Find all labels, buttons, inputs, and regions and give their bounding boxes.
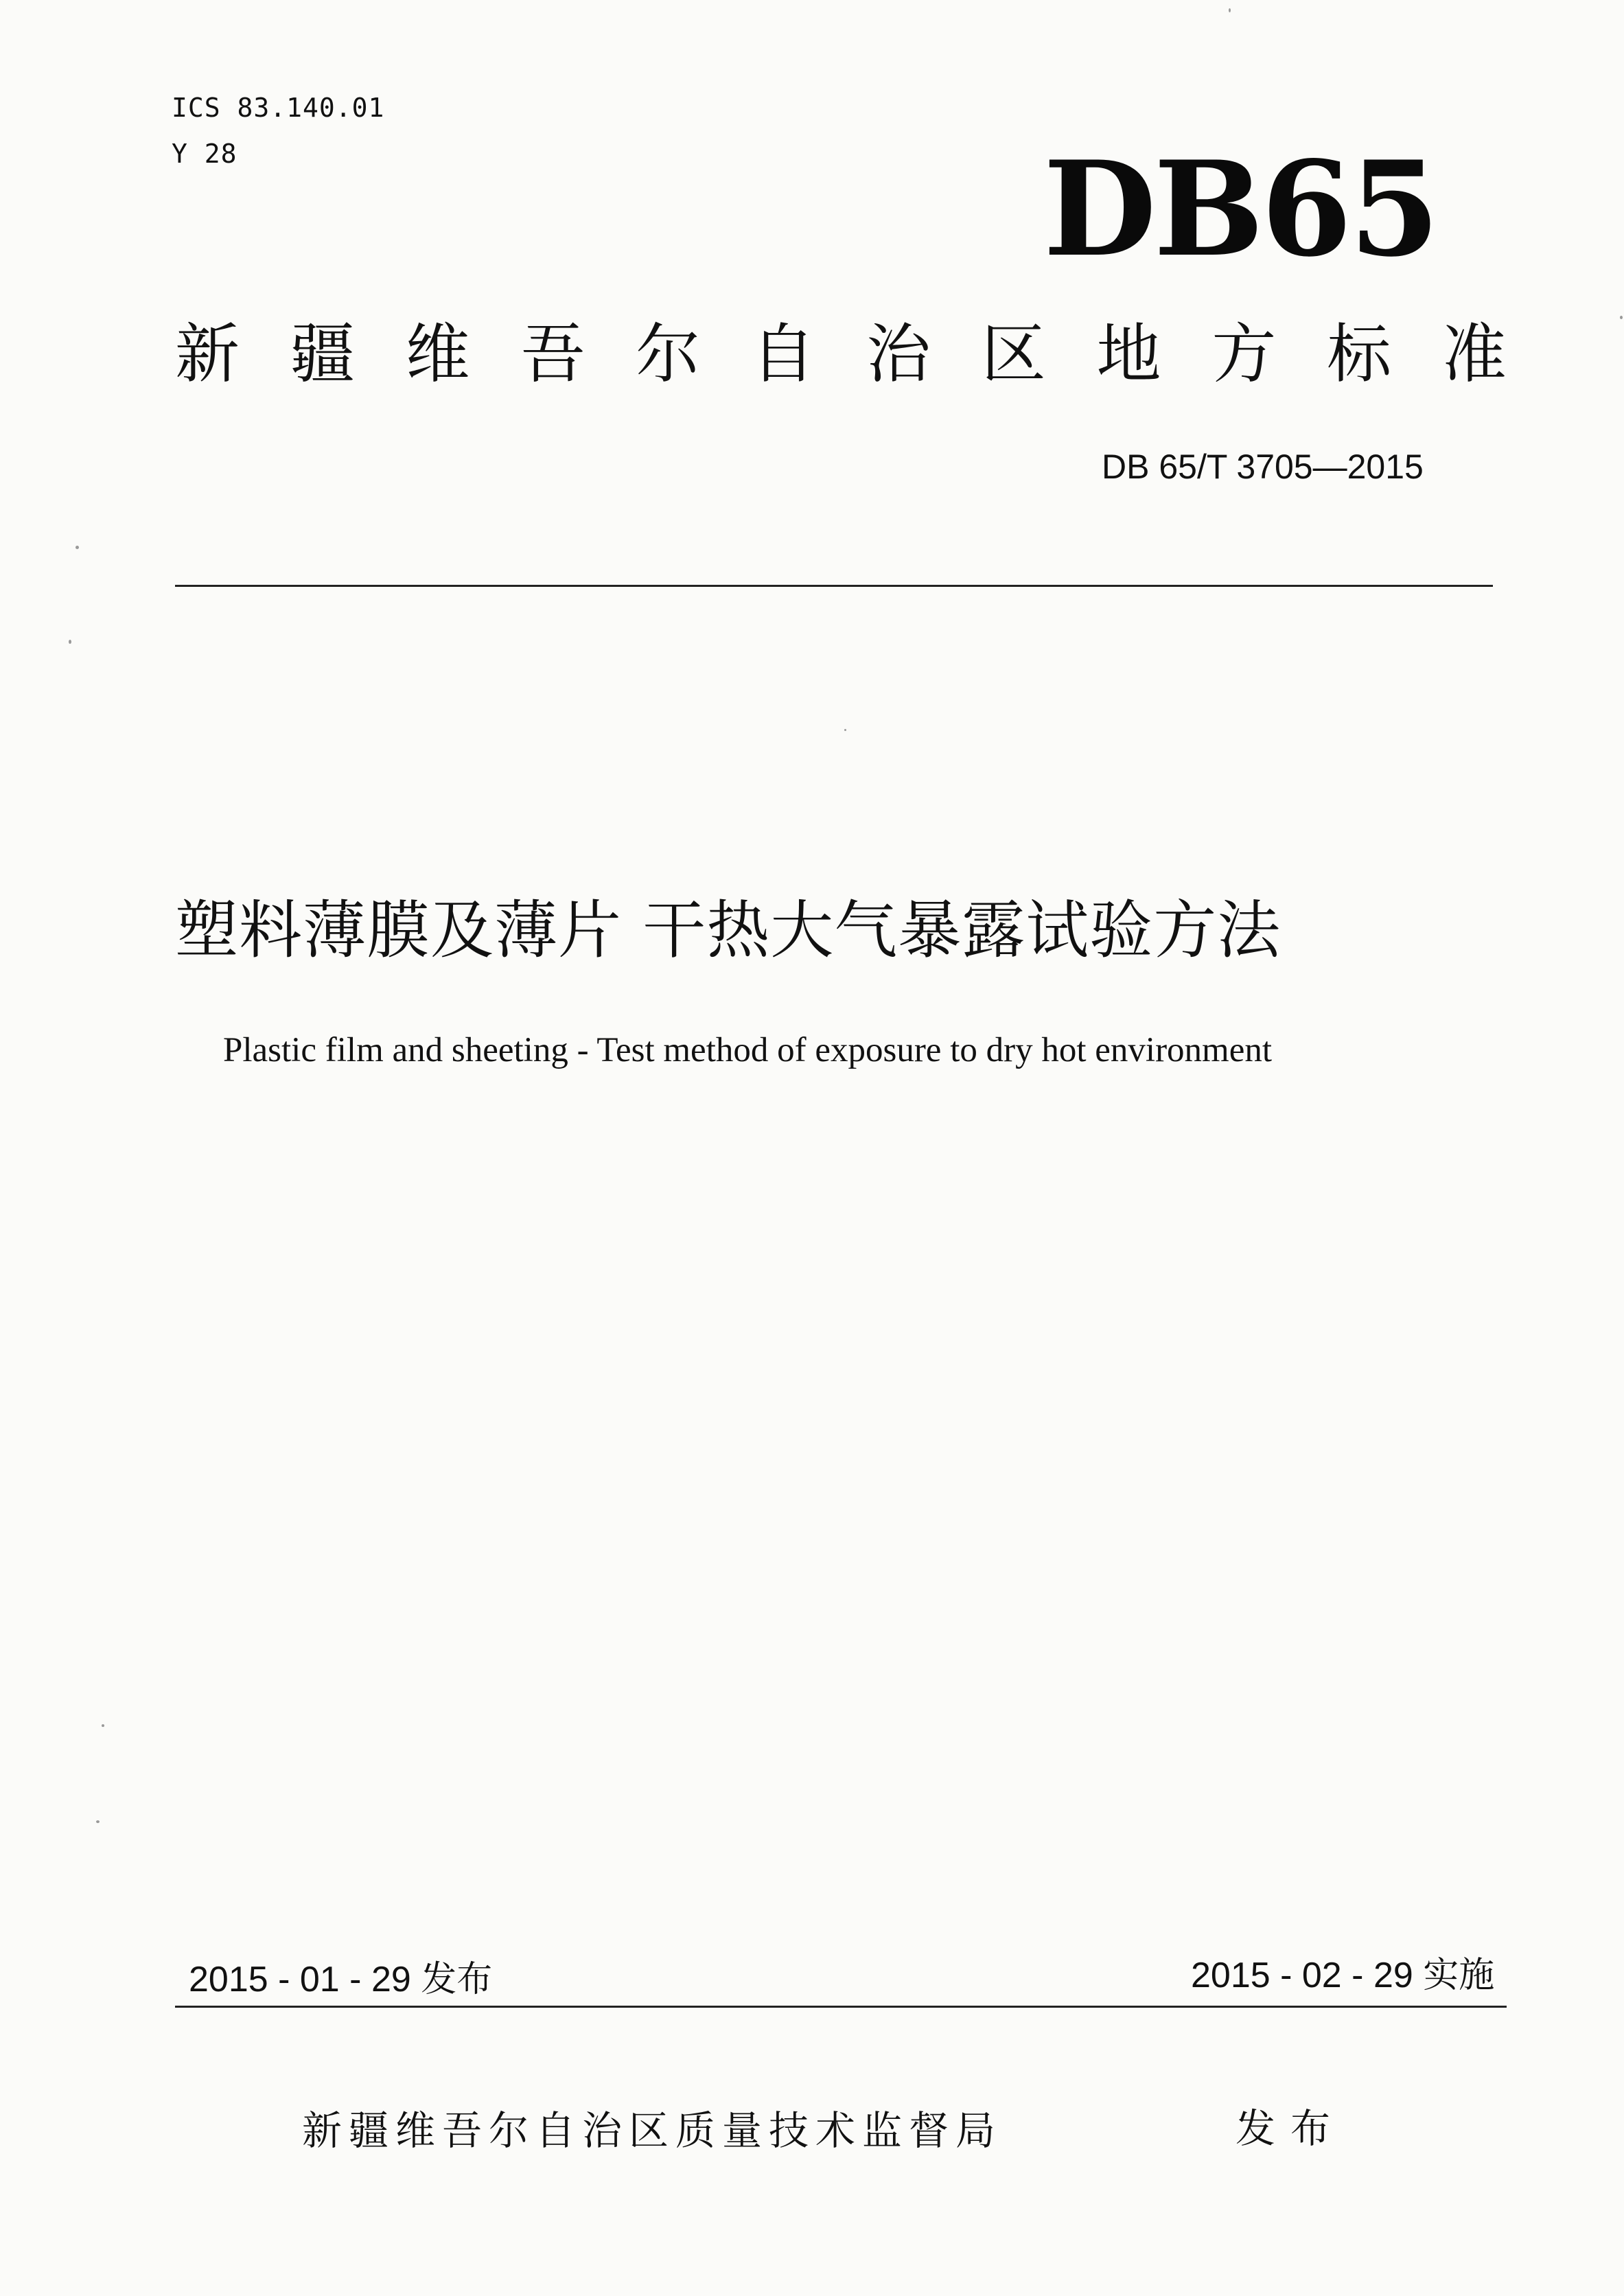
footer-divider [175,2006,1507,2008]
standard-type-char: 准 [1441,317,1507,392]
header-divider [175,585,1493,587]
standard-type-char: 区 [981,317,1046,392]
standard-type-char: 新 [175,317,240,392]
publish-label: 发布 [1236,2105,1346,2152]
standard-type-char: 标 [1327,317,1392,392]
standard-type-char: 疆 [290,317,355,392]
scan-speck [69,640,71,644]
title-chinese: 塑料薄膜及薄片 干热大气暴露试验方法 [175,894,1281,967]
standard-type-char: 自 [751,317,816,392]
scan-speck [76,546,79,549]
scan-speck [844,729,846,731]
standard-number: DB 65/T 3705—2015 [1102,448,1424,486]
standard-type-char: 地 [1096,317,1161,392]
ccs-code: Y 28 [172,139,237,169]
scan-speck [1620,316,1623,319]
standard-type-char: 方 [1211,317,1277,392]
scan-speck [96,1820,100,1823]
scan-speck [102,1724,104,1727]
scan-speck [1229,8,1231,12]
publisher-name: 新疆维吾尔自治区质量技术监督局 [302,2107,1003,2154]
standard-type-char: 治 [866,317,931,392]
standard-type-heading [175,317,1507,392]
title-english: Plastic film and sheeting - Test method of exposure to dry hot environment [223,1031,1273,1069]
implementation-date: 2015 - 02 - 29 实施 [1191,1956,1495,1995]
standard-type-char: 尔 [636,317,701,392]
standard-type-char: 吾 [520,317,585,392]
issue-date: 2015 - 01 - 29 发布 [189,1960,493,1999]
standard-mark: DB65 [1043,132,1437,286]
standard-type-char: 维 [405,317,470,392]
ics-code: ICS 83.140.01 [172,93,385,123]
